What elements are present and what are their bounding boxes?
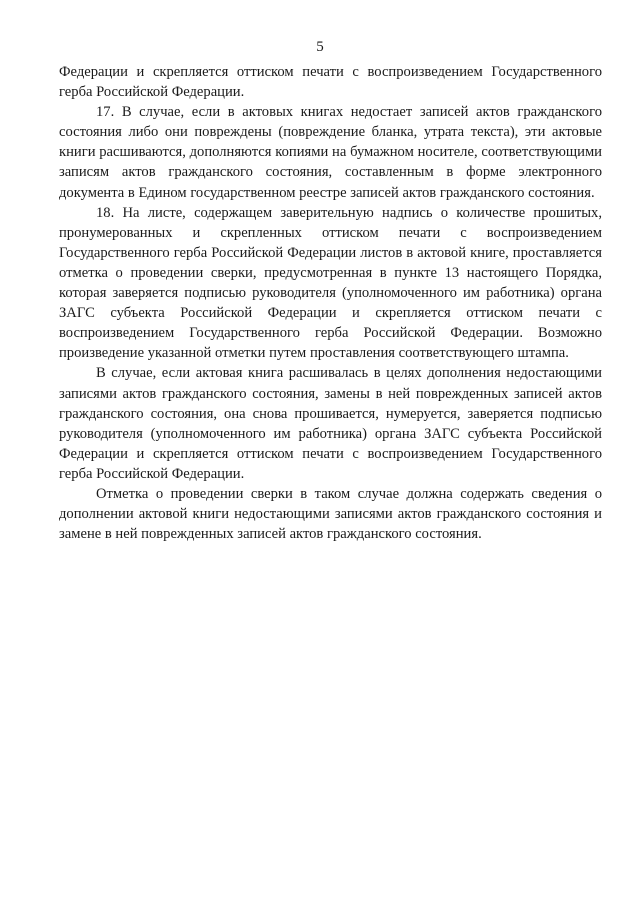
paragraph-item-18: 18. На листе, содержащем заверительную надпись о количестве прошитых, пронумерованных и скрепленных оттиском печати с воспроизведением Государственного герба Российской Федерации листов в актовой книге, проставляется отметка о проведении сверки, предусмотренная в пункте 13 настоящего Порядка, которая заверяется подписью руководителя (уполномоченного им работника) органа ЗАГС субъекта Российской Федерации и скрепляется оттиском печати с воспроизведением Государственного герба Российской Федерации. Возможно произведение указанной отметки путем проставления соответствующего штампа. bbox=[59, 204, 602, 362]
paragraph-rebinding: В случае, если актовая книга расшивалась в целях дополнения недостающими записями актов гражданского состояния, замены в ней поврежденных записей актов гражданского состояния, она снова прошивается, нумеруется, заверяется подписью руководителя (уполномоченного им работника) органа ЗАГС субъекта Российской Федерации и скрепляется оттиском печати с воспроизведением Государственного герба Российской Федерации. bbox=[59, 365, 602, 482]
page-number: 5 bbox=[316, 39, 324, 55]
paragraph-continuation: Федерации и скрепляется оттиском печати с воспроизведением Государственного герба Российской Федерации. bbox=[59, 64, 602, 101]
paragraph-item-17: 17. В случае, если в актовых книгах недостает записей актов гражданского состояния либо они повреждены (повреждение бланка, утрата текста), эти актовые книги расшиваются, дополняются копиями на бумажном носителе, соответствующими записям актов гражданского состояния, составленным в форме электронного документа в Едином государственном реестре записей актов гражданского состояния. bbox=[59, 104, 602, 201]
document-body bbox=[59, 62, 602, 544]
paragraph-verification-mark: Отметка о проведении сверки в таком случае должна содержать сведения о дополнении актовой книги недостающими записями актов гражданского состояния и замене в ней поврежденных записей актов гражданского состояния. bbox=[59, 485, 602, 543]
